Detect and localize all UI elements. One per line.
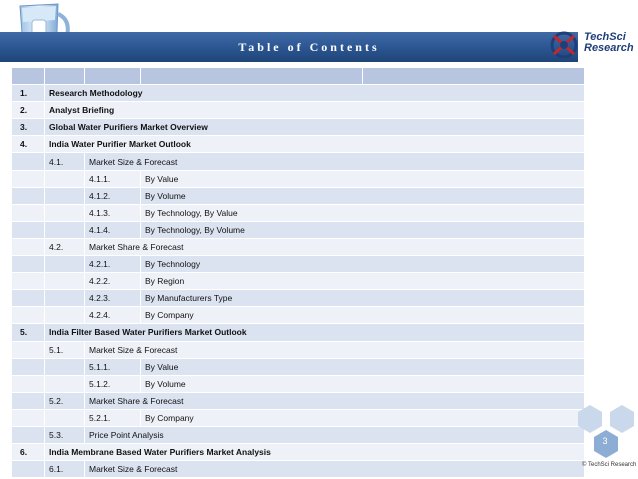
toc-row [12, 375, 585, 392]
toc-number: 5.1.2. [85, 375, 141, 392]
toc-number: 4.2. [45, 238, 85, 255]
toc-row [12, 290, 585, 307]
toc-row [12, 119, 585, 136]
toc-number: 5.2. [45, 392, 85, 409]
toc-number: 6. [12, 444, 45, 461]
toc-header-band [12, 68, 585, 85]
toc-item: By Technology, By Value [141, 204, 585, 221]
toc-subheading: Market Size & Forecast [85, 341, 585, 358]
logo-text [584, 32, 634, 54]
toc-item: By Technology, By Volume [141, 221, 585, 238]
page-title: Table of Contents [238, 40, 380, 54]
toc-row [12, 392, 585, 409]
logo-line1: TechSci [584, 31, 626, 43]
toc-row [12, 324, 585, 341]
toc-row [12, 358, 585, 375]
toc-number: 2. [12, 102, 45, 119]
toc-row [12, 102, 585, 119]
toc-number: 4.2.4. [85, 307, 141, 324]
toc-number: 5.3. [45, 426, 85, 443]
toc-item: By Volume [141, 187, 585, 204]
toc-row [12, 426, 585, 443]
toc-number: 4.1.2. [85, 187, 141, 204]
logo-line2: Research [584, 42, 634, 54]
copyright-text: © TechSci Research [582, 462, 637, 468]
toc-row [12, 221, 585, 238]
toc-number: 5.2.1. [85, 409, 141, 426]
toc-item: By Value [141, 358, 585, 375]
toc-number: 4.1. [45, 153, 85, 170]
toc-row [12, 238, 585, 255]
toc-row [12, 273, 585, 290]
toc-table [11, 67, 585, 478]
toc-subheading: Market Size & Forecast [85, 461, 585, 478]
toc-number: 4.2.3. [85, 290, 141, 307]
toc-number: 4.2.1. [85, 256, 141, 273]
toc-heading: India Filter Based Water Purifiers Market Outlook [45, 324, 585, 341]
toc-heading: Research Methodology [45, 85, 585, 102]
toc-subheading: Market Share & Forecast [85, 392, 585, 409]
toc-item: By Technology [141, 256, 585, 273]
toc-number: 6.1. [45, 461, 85, 478]
toc-number: 3. [12, 119, 45, 136]
page-number: 3 [602, 436, 608, 446]
toc-item: By Company [141, 409, 585, 426]
toc-row [12, 461, 585, 478]
toc-row [12, 307, 585, 324]
toc-row [12, 409, 585, 426]
toc-number: 5.1.1. [85, 358, 141, 375]
toc-row [12, 187, 585, 204]
toc-number: 4.2.2. [85, 273, 141, 290]
toc-subheading: Market Share & Forecast [85, 238, 585, 255]
toc-item: By Company [141, 307, 585, 324]
toc-row [12, 341, 585, 358]
toc-subheading: Price Point Analysis [85, 426, 585, 443]
toc-item: By Manufacturers Type [141, 290, 585, 307]
toc-item: By Region [141, 273, 585, 290]
toc-number: 5. [12, 324, 45, 341]
toc-row [12, 444, 585, 461]
toc-number: 4.1.1. [85, 170, 141, 187]
toc-row [12, 153, 585, 170]
hexagon-decoration-icon [574, 404, 638, 464]
toc-number: 5.1. [45, 341, 85, 358]
toc-heading: Global Water Purifiers Market Overview [45, 119, 585, 136]
toc-heading: India Water Purifier Market Outlook [45, 136, 585, 153]
toc-row [12, 85, 585, 102]
toc-heading: India Membrane Based Water Purifiers Market Analysis [45, 444, 585, 461]
toc-row [12, 256, 585, 273]
toc-number: 4.1.3. [85, 204, 141, 221]
toc-number: 4.1.4. [85, 221, 141, 238]
toc-row [12, 204, 585, 221]
toc-row [12, 170, 585, 187]
toc-number: 4. [12, 136, 45, 153]
toc-item: By Value [141, 170, 585, 187]
toc-row [12, 136, 585, 153]
toc-heading: Analyst Briefing [45, 102, 585, 119]
toc-item: By Volume [141, 375, 585, 392]
toc-number: 1. [12, 85, 45, 102]
toc-subheading: Market Size & Forecast [85, 153, 585, 170]
